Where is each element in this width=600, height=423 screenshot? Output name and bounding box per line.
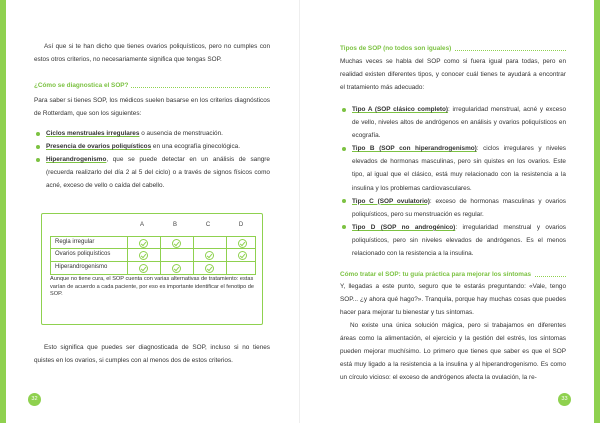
cell-divider <box>226 262 227 275</box>
check-icon <box>139 239 148 248</box>
criteria-item <box>34 127 270 140</box>
phenotype-table-box <box>41 213 263 325</box>
row-label: Regla irregular <box>55 239 95 245</box>
bullet-dot-icon <box>36 132 40 136</box>
treatment-paragraph-2: No existe una única solución mágica, pero si trabajamos en diferentes áreas como la alimentación, el ejercicio y la gestión del estrés, los síntomas pueden mejorar muchísimo. Lo primero que tienes que saber es que el SOP está muy ligado a la resistencia a la insulina y al hiperandrogenismo. Es como un círculo vicioso: el exceso de andrógenos afecta la ovulación, la re- <box>340 322 566 382</box>
treatment-heading-text: Cómo tratar el SOP: tu guía práctica para mejorar los síntomas <box>340 271 534 278</box>
table-row <box>50 236 256 249</box>
closing-paragraph: Esto significa que puedes ser diagnosticada de SOP, incluso si no tienes quistes en los ovarios, si cumples con al menos dos de estos criterios. <box>34 344 270 365</box>
type-term: Tipo A (SOP clásico completo) <box>352 106 449 113</box>
type-text: : ciclos irregulares y niveles elevados de hormonas masculinas, pero sin quistes en los ovarios. Este tipo, al igual que el clásico, está muy relacionado con la resistencia a la insulina y los problemas cardiovasculares. <box>352 145 566 192</box>
criteria-item <box>34 140 270 153</box>
bullet-dot-icon <box>342 199 346 203</box>
table-note: Aunque no tiene cura, el SOP cuenta con varias alternativas de tratamiento: estas varían de acuerdo a cada paciente, por eso es importante identificar el fenotipo de SOP. <box>50 276 254 298</box>
criteria-text: en una ecografía ginecológica. <box>151 143 240 151</box>
diagnosis-heading <box>34 81 131 90</box>
column-header-c: C <box>205 222 211 228</box>
cell-divider <box>160 262 161 275</box>
cell-divider <box>160 249 161 262</box>
intro-paragraph: Así que si te han dicho que tienes ovarios poliquísticos, pero no cumples con estos otros criterios, no necesariamente significa que tengas SOP. <box>34 43 270 64</box>
check-icon <box>139 264 148 273</box>
criteria-text: o ausencia de menstruación. <box>139 130 223 137</box>
column-header-d: D <box>238 222 244 228</box>
bullet-dot-icon <box>342 225 346 229</box>
cell-divider <box>193 262 194 275</box>
right-page-edge <box>594 0 600 423</box>
types-heading <box>340 44 454 53</box>
treatment-heading <box>340 270 534 279</box>
check-icon <box>238 239 247 248</box>
type-text: : irregularidad menstrual, acné y exceso de vello, niveles altos de andrógenos en análisis y ovarios poliquísticos en ecografía. <box>352 106 567 140</box>
diagnosis-heading-text: ¿Cómo se diagnostica el SOP? <box>34 82 131 89</box>
table-row <box>50 249 256 262</box>
bullet-dot-icon <box>342 108 346 112</box>
table-row <box>50 262 256 275</box>
cell-divider <box>127 262 128 275</box>
type-text: : exceso de hormonas masculinas y ovarios poliquísticos, pero su menstruación es regular. <box>352 197 566 218</box>
bullet-dot-icon <box>36 145 40 149</box>
types-heading-text: Tipos de SOP (no todos son iguales) <box>340 45 454 52</box>
criteria-term: Presencia de ovarios poliquísticos <box>46 143 152 151</box>
type-term: Tipo D (SOP no androgénico) <box>352 223 456 231</box>
type-item <box>340 221 566 260</box>
right-page <box>300 0 594 423</box>
check-icon <box>172 264 181 273</box>
bullet-dot-icon <box>342 147 346 151</box>
treatment-paragraph-1: Y, llegadas a este punto, seguro que te estarás preguntando: «Vale, tengo SOP... ¿y ahora qué hago?». Tranquila, porque hay muchas cosas que puedes hacer para mejorar tu bienestar y tus síntomas. <box>340 283 566 317</box>
criteria-term: Hiperandrogenismo <box>46 156 107 164</box>
page-number-left: 32 <box>28 393 41 406</box>
diagnosis-paragraph: Para saber si tienes SOP, los médicos suelen basarse en los criterios diagnósticos de Rotterdam, que son los siguientes: <box>34 97 270 118</box>
type-term: Tipo B (SOP con hiperandrogenismo) <box>352 145 477 153</box>
column-header-a: A <box>139 222 144 228</box>
row-label: Ovarios poliquísticos <box>55 251 111 257</box>
check-icon <box>205 251 214 260</box>
check-icon <box>238 251 247 260</box>
row-label: Hiperandrogenismo <box>55 264 108 270</box>
check-icon <box>205 264 214 273</box>
cell-divider <box>127 249 128 262</box>
type-item <box>340 142 566 194</box>
cell-divider <box>193 249 194 262</box>
page-number-right: 33 <box>558 393 571 406</box>
type-text: : irregularidad menstrual y ovarios poliquísticos, pero sin niveles elevados de andrógenos. Es el menos relacionado con la resistencia a la insulina. <box>352 223 566 258</box>
check-icon <box>139 251 148 260</box>
left-page <box>6 0 300 423</box>
column-header-b: B <box>172 222 177 228</box>
cell-divider <box>226 249 227 262</box>
check-icon <box>172 239 181 248</box>
type-item <box>340 103 566 142</box>
criteria-item <box>34 153 270 192</box>
criteria-term: Ciclos menstruales irregulares <box>46 130 140 137</box>
types-list <box>340 103 566 260</box>
type-item <box>340 195 566 221</box>
type-term: Tipo C (SOP ovulatorio) <box>352 197 430 205</box>
criteria-list <box>34 127 270 192</box>
types-paragraph: Muchas veces se habla del SOP como si fuera igual para todas, pero en realidad existen diferentes tipos, y conocer cuál tienes te ayudará a encontrar el tratamiento más adecuado: <box>340 58 566 92</box>
criteria-text: , que se puede detectar en un análisis de sangre (recuerda realizarlo del día 2 al 5 del ciclo) o a través de signos físicos como acné, exceso de vello o caída del cabello. <box>46 156 270 190</box>
bullet-dot-icon <box>36 158 40 162</box>
